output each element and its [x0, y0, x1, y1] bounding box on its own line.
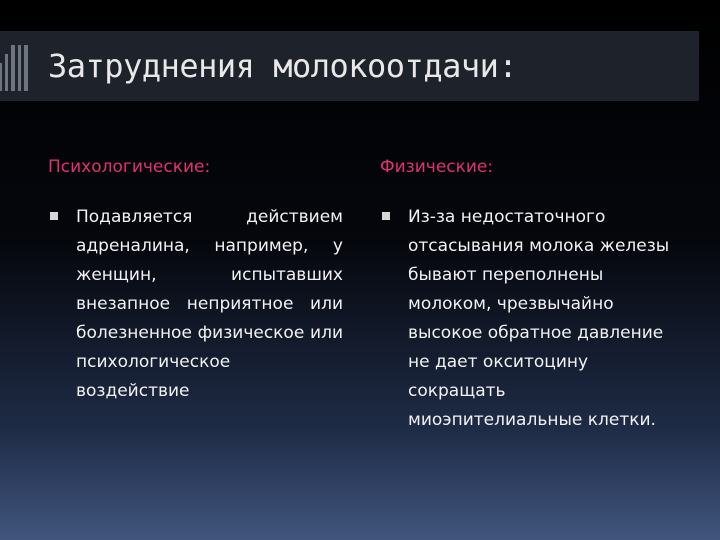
left-bullet-item [48, 203, 343, 406]
slide-title: Затруднения молокоотдачи: [48, 47, 518, 85]
square-bullet-icon [50, 212, 58, 220]
right-column-header: Физические: [380, 157, 494, 177]
left-column-header: Психологические: [48, 157, 211, 177]
right-bullet-item [380, 203, 680, 435]
left-bullet-text: Подавляется действием адреналина, например, у женщин, испытавших внезапное неприятное или болезненное физическое или психологическое воздействие [76, 207, 343, 401]
left-column [48, 155, 343, 406]
right-column [380, 155, 680, 435]
square-bullet-icon [382, 212, 390, 220]
title-decoration [0, 45, 28, 91]
right-bullet-text: Из-за недостаточного отсасывания молока железы бывают переполнены молоком, чрезвычайно высокое обратное давление не дает окситоцину сокращать миоэпителиальные клетки. [408, 207, 670, 430]
